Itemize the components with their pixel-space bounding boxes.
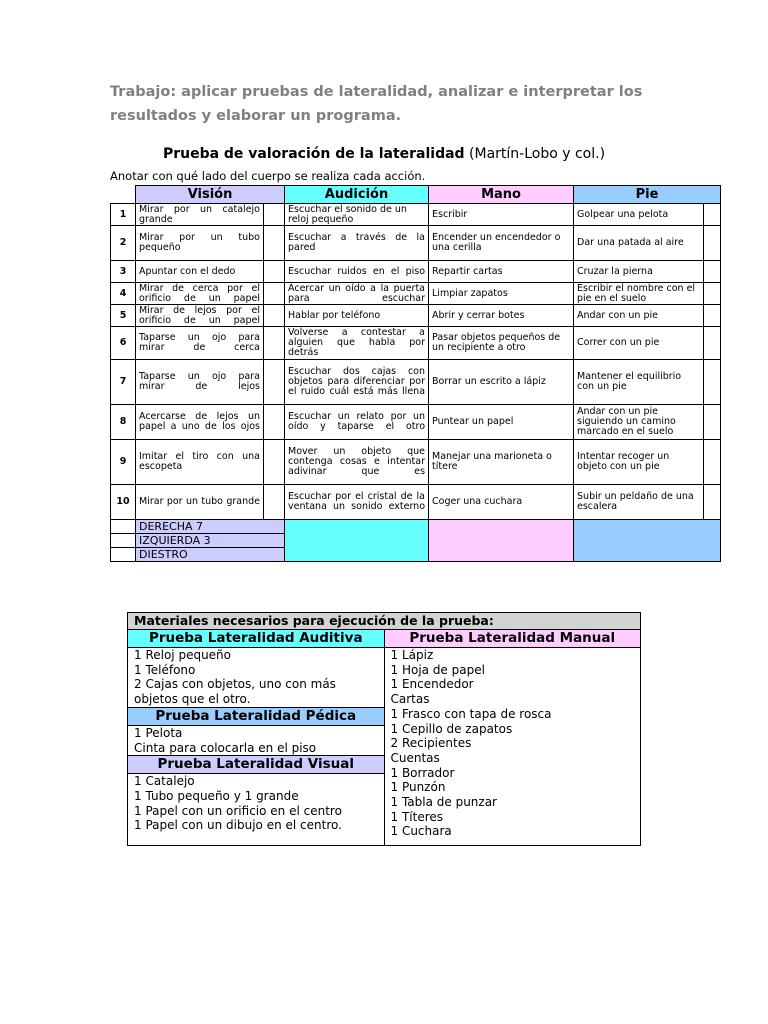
laterality-table <box>110 185 721 562</box>
hand-action: Escribir <box>429 204 574 226</box>
header-foot: Pie <box>574 186 721 204</box>
hand-action: Manejar una marioneta o títere <box>429 440 574 485</box>
heading-line-2: resultados y elaborar un programa. <box>110 108 402 124</box>
foot-answer-cell[interactable] <box>704 327 721 360</box>
instruction-text: Anotar con qué lado del cuerpo se realiza cada acción. <box>110 169 426 183</box>
table-header-row <box>111 186 721 204</box>
hand-summary[interactable] <box>429 520 574 562</box>
foot-answer-cell[interactable] <box>704 226 721 261</box>
heading-line-1: Trabajo: aplicar pruebas de lateralidad, analizar e interpretar los <box>110 84 643 100</box>
list-item: Cinta para colocarla en el piso <box>134 740 317 755</box>
table-row <box>111 261 721 283</box>
visual-list <box>128 774 384 841</box>
vision-action: Taparse un ojo para mirar de lejos <box>136 360 264 405</box>
list-item: 1 Pelota <box>134 725 183 740</box>
row-number: 6 <box>111 327 136 360</box>
list-item: Cuentas <box>390 750 440 765</box>
list-item: 1 Papel con un orificio en el centro <box>134 803 342 818</box>
audition-action: Hablar por teléfono <box>285 305 429 327</box>
list-item: 1 Títeres <box>390 809 444 824</box>
materials-table <box>127 612 641 846</box>
list-item: 2 Recipientes <box>390 736 472 751</box>
list-item: 1 Papel con un dibujo en el centro. <box>134 818 342 833</box>
vision-answer-cell[interactable] <box>264 226 285 261</box>
foot-answer-cell[interactable] <box>704 204 721 226</box>
vision-answer-cell[interactable] <box>264 485 285 520</box>
auditiva-header: Prueba Lateralidad Auditiva <box>128 630 384 648</box>
audition-summary[interactable] <box>285 520 429 562</box>
foot-summary[interactable] <box>574 520 721 562</box>
vision-summary: DERECHA 7 <box>136 520 285 534</box>
vision-answer-cell[interactable] <box>264 204 285 226</box>
foot-action: Correr con un pie <box>574 327 704 360</box>
list-item: 1 Encendedor <box>390 677 474 692</box>
list-item: 1 Frasco con tapa de rosca <box>390 706 552 721</box>
assignment-heading <box>110 80 670 128</box>
vision-answer-cell[interactable] <box>264 305 285 327</box>
foot-action: Dar una patada al aire <box>574 226 704 261</box>
audition-action: Acercar un oído a la puerta para escuchar <box>285 283 429 305</box>
vision-action: Mirar de lejos por el orificio de un papel <box>136 305 264 327</box>
foot-action: Cruzar la pierna <box>574 261 704 283</box>
foot-action: Subir un peldaño de una escalera <box>574 485 704 520</box>
vision-action: Imitar el tiro con una escopeta <box>136 440 264 485</box>
summary-blank-cell <box>111 520 136 534</box>
summary-row <box>111 520 721 534</box>
foot-action: Andar con un pie <box>574 305 704 327</box>
foot-action: Escribir el nombre con el pie en el suelo <box>574 283 704 305</box>
row-number: 1 <box>111 204 136 226</box>
foot-action: Intentar recoger un objeto con un pie <box>574 440 704 485</box>
table-row <box>111 485 721 520</box>
foot-answer-cell[interactable] <box>704 360 721 405</box>
table-row <box>111 440 721 485</box>
row-number: 5 <box>111 305 136 327</box>
corner-cell <box>111 186 136 204</box>
row-number: 2 <box>111 226 136 261</box>
list-item: 1 Cepillo de zapatos <box>390 721 513 736</box>
header-hand: Mano <box>429 186 574 204</box>
test-title <box>0 145 768 163</box>
vision-action: Taparse un ojo para mirar de cerca <box>136 327 264 360</box>
hand-action: Repartir cartas <box>429 261 574 283</box>
test-title-bold: Prueba de valoración de la lateralidad <box>162 146 465 162</box>
row-number: 8 <box>111 405 136 440</box>
audition-action: Escuchar un relato por un oído y taparse el otro <box>285 405 429 440</box>
row-number: 7 <box>111 360 136 405</box>
materials-left-column <box>128 630 385 846</box>
table-row <box>111 283 721 305</box>
auditiva-list <box>128 648 384 707</box>
list-item: 1 Tubo pequeño y 1 grande <box>134 788 299 803</box>
vision-answer-cell[interactable] <box>264 283 285 305</box>
audition-action: Escuchar dos cajas con objetos para diferenciar por el ruido cuál está más llena <box>285 360 429 405</box>
test-title-author: (Martín-Lobo y col.) <box>464 146 606 162</box>
foot-action: Andar con un pie siguiendo un camino marcado en el suelo <box>574 405 704 440</box>
list-item: 2 Cajas con objetos, uno con más objetos que el otro. <box>134 677 336 707</box>
vision-summary: IZQUIERDA 3 <box>136 534 285 548</box>
summary-blank-cell <box>111 548 136 562</box>
table-row <box>111 405 721 440</box>
foot-answer-cell[interactable] <box>704 485 721 520</box>
table-row <box>111 360 721 405</box>
vision-answer-cell[interactable] <box>264 440 285 485</box>
audition-action: Escuchar a través de la pared <box>285 226 429 261</box>
foot-answer-cell[interactable] <box>704 305 721 327</box>
manual-list <box>385 648 641 845</box>
vision-action: Acercarse de lejos un papel a uno de los ojos <box>136 405 264 440</box>
foot-answer-cell[interactable] <box>704 405 721 440</box>
header-audition: Audición <box>285 186 429 204</box>
list-item: 1 Punzón <box>390 780 446 795</box>
row-number: 3 <box>111 261 136 283</box>
row-number: 9 <box>111 440 136 485</box>
table-row <box>111 226 721 261</box>
list-item: 1 Lápiz <box>390 648 434 662</box>
audition-action: Volverse a contestar a alguien que habla por detrás <box>285 327 429 360</box>
vision-answer-cell[interactable] <box>264 360 285 405</box>
vision-action: Mirar por un tubo grande <box>136 485 264 520</box>
row-number: 4 <box>111 283 136 305</box>
pedica-list <box>128 726 384 755</box>
foot-action: Golpear una pelota <box>574 204 704 226</box>
foot-answer-cell[interactable] <box>704 440 721 485</box>
audition-action: Escuchar ruidos en el piso <box>285 261 429 283</box>
hand-action: Coger una cuchara <box>429 485 574 520</box>
vision-action: Apuntar con el dedo <box>136 261 264 283</box>
vision-answer-cell[interactable] <box>264 261 285 283</box>
hand-action: Pasar objetos pequeños de un recipiente a otro <box>429 327 574 360</box>
audition-action: Escuchar por el cristal de la ventana un sonido externo <box>285 485 429 520</box>
vision-action: Mirar por un tubo pequeño <box>136 226 264 261</box>
hand-action: Puntear un papel <box>429 405 574 440</box>
vision-summary: DIESTRO <box>136 548 285 562</box>
hand-action: Limpiar zapatos <box>429 283 574 305</box>
vision-answer-cell[interactable] <box>264 405 285 440</box>
row-number: 10 <box>111 485 136 520</box>
list-item: 1 Tabla de punzar <box>390 795 497 810</box>
foot-answer-cell[interactable] <box>704 261 721 283</box>
list-item: 1 Catalejo <box>134 774 195 789</box>
header-vision: Visión <box>136 186 285 204</box>
list-item: 1 Teléfono <box>134 662 196 677</box>
table-row <box>111 305 721 327</box>
list-item: 1 Reloj pequeño <box>134 648 232 662</box>
foot-action: Mantener el equilibrio con un pie <box>574 360 704 405</box>
table-row <box>111 327 721 360</box>
vision-action: Mirar por un catalejo grande <box>136 204 264 226</box>
list-item: Cartas <box>390 692 430 707</box>
hand-action: Borrar un escrito a lápiz <box>429 360 574 405</box>
hand-action: Encender un encendedor o una cerilla <box>429 226 574 261</box>
vision-action: Mirar de cerca por el orificio de un papel <box>136 283 264 305</box>
manual-header: Prueba Lateralidad Manual <box>385 630 641 648</box>
audition-action: Mover un objeto que contenga cosas e intentar adivinar que es <box>285 440 429 485</box>
foot-answer-cell[interactable] <box>704 283 721 305</box>
pedica-header: Prueba Lateralidad Pédica <box>128 707 384 726</box>
vision-answer-cell[interactable] <box>264 327 285 360</box>
visual-header: Prueba Lateralidad Visual <box>128 755 384 774</box>
list-item: 1 Cuchara <box>390 824 452 839</box>
hand-action: Abrir y cerrar botes <box>429 305 574 327</box>
list-item: 1 Borrador <box>390 765 455 780</box>
summary-blank-cell <box>111 534 136 548</box>
table-row <box>111 204 721 226</box>
audition-action: Escuchar el sonido de un reloj pequeño <box>285 204 429 226</box>
materials-right-column <box>384 630 641 846</box>
materials-title: Materiales necesarios para ejecución de la prueba: <box>128 613 641 630</box>
list-item: 1 Hoja de papel <box>390 662 485 677</box>
